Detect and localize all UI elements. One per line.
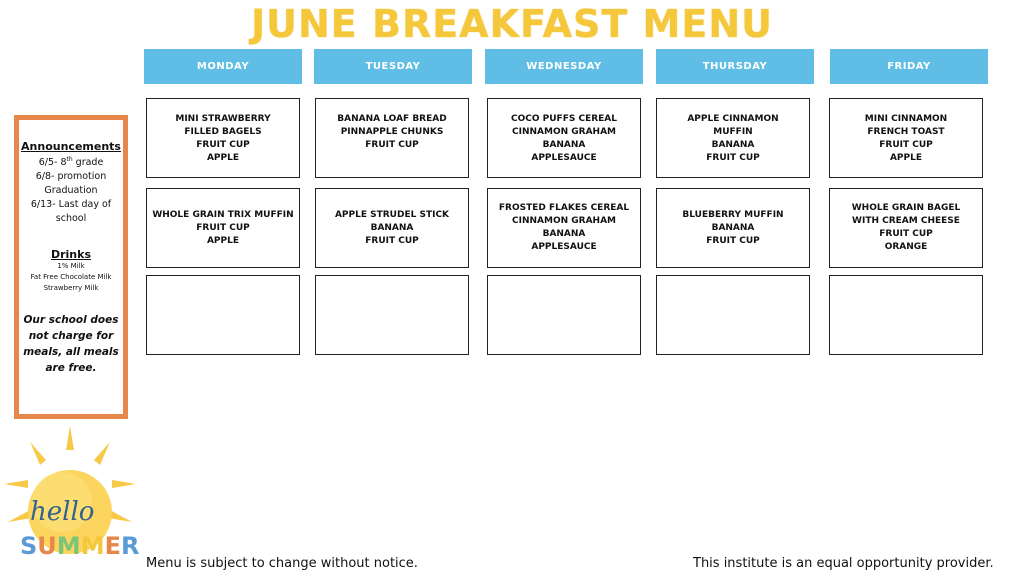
menu-item: CINNAMON GRAHAM	[512, 216, 616, 226]
menu-title: JUNE BREAKFAST MENU	[251, 2, 773, 46]
menu-cell	[656, 275, 810, 355]
menu-item: BANANA	[711, 140, 755, 150]
menu-item: BLUEBERRY MUFFIN	[682, 209, 784, 220]
hello-summer-logo-text: hello	[30, 497, 95, 527]
drink-item: Strawberry Milk	[43, 284, 99, 293]
menu-item: APPLE	[206, 235, 240, 246]
announcement-line: Graduation	[44, 185, 98, 197]
menu-cell	[487, 188, 641, 268]
menu-item: PINNAPPLE CHUNKS	[340, 127, 444, 137]
menu-item: FRUIT CUP	[196, 140, 250, 150]
menu-item: FRENCH TOAST	[867, 127, 945, 137]
footer-disclaimer: Menu is subject to change without notice.	[146, 556, 418, 571]
menu-item: BANANA	[542, 229, 586, 239]
announcement-line: 6/13- Last day of	[30, 199, 112, 211]
menu-item: FRUIT CUP	[706, 153, 760, 163]
menu-item: WHOLE GRAIN TRIX MUFFIN	[152, 209, 294, 220]
menu-cell	[656, 188, 810, 268]
drink-item: 1% Milk	[57, 262, 85, 271]
drink-item: Fat Free Chocolate Milk	[30, 273, 112, 282]
menu-item: COCO PUFFS CEREAL	[511, 114, 617, 124]
menu-cell	[656, 98, 810, 178]
menu-cell	[829, 98, 983, 178]
menu-item: ORANGE	[884, 242, 928, 252]
menu-item: MINI CINNAMON	[864, 114, 948, 124]
footer-equal-opportunity: This institute is an equal opportunity provider.	[693, 556, 994, 571]
menu-item: APPLE	[206, 153, 240, 163]
menu-item: BANANA LOAF BREAD	[337, 114, 447, 124]
menu-cell	[487, 275, 641, 355]
menu-item: APPLESAUCE	[531, 242, 597, 252]
menu-item: FRUIT CUP	[365, 235, 419, 246]
announcements-heading: Announcements	[21, 140, 121, 153]
menu-cell	[146, 188, 300, 268]
announcement-line: school	[55, 213, 87, 225]
menu-item: APPLE	[889, 153, 923, 163]
menu-cell	[829, 275, 983, 355]
day-header-friday: FRIDAY	[830, 49, 988, 84]
day-header-monday: MONDAY	[144, 49, 302, 84]
menu-cell	[146, 98, 300, 178]
drinks-heading: Drinks	[50, 248, 92, 262]
menu-item: FRUIT CUP	[879, 140, 933, 150]
menu-cell	[487, 98, 641, 178]
menu-item: FRUIT CUP	[706, 235, 760, 246]
menu-cell	[315, 275, 469, 355]
day-header-tuesday: TUESDAY	[314, 49, 472, 84]
menu-item: WHOLE GRAIN BAGEL	[851, 203, 961, 213]
menu-item: APPLESAUCE	[531, 153, 597, 163]
menu-cell	[146, 275, 300, 355]
menu-item: BANANA	[370, 222, 414, 233]
menu-item: MUFFIN	[713, 127, 753, 137]
announcement-line: 6/5- 8th grade	[38, 156, 104, 169]
day-header-wednesday: WEDNESDAY	[485, 49, 643, 84]
day-header-thursday: THURSDAY	[656, 49, 814, 84]
announcements-panel	[14, 115, 128, 419]
free-meals-note: Our school does not charge for meals, all meals are free.	[23, 314, 119, 375]
menu-item: BANANA	[542, 140, 586, 150]
menu-cell	[315, 188, 469, 268]
menu-cell	[315, 98, 469, 178]
menu-item: FROSTED FLAKES CEREAL	[498, 203, 630, 213]
menu-cell	[829, 188, 983, 268]
summer-logo-text: SUMMER	[20, 532, 140, 560]
menu-item: APPLE STRUDEL STICK	[334, 209, 450, 220]
menu-item: MINI STRAWBERRY	[175, 114, 271, 124]
menu-item: FILLED BAGELS	[184, 127, 262, 137]
announcement-line: 6/8- promotion	[35, 171, 107, 183]
menu-item: FRUIT CUP	[196, 222, 250, 233]
menu-item: FRUIT CUP	[879, 229, 933, 239]
menu-item: APPLE CINNAMON	[687, 114, 779, 124]
menu-item: FRUIT CUP	[365, 140, 419, 150]
menu-item: CINNAMON GRAHAM	[512, 127, 616, 137]
menu-item: BANANA	[711, 222, 755, 233]
menu-item: WITH CREAM CHEESE	[852, 216, 960, 226]
